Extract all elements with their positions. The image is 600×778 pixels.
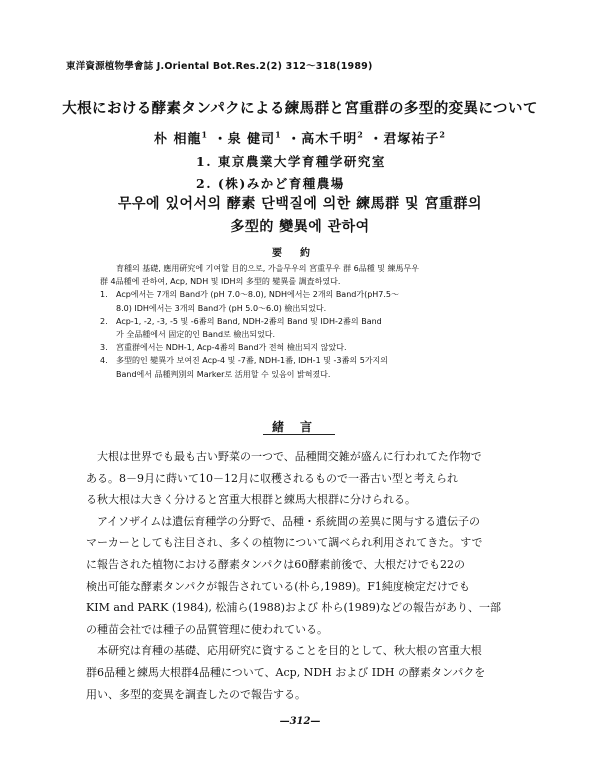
body-line: 大根は世界でも最も古い野菜の一つで、品種間交雑が盛んに行われてた作物で — [97, 450, 482, 463]
item-number: 2. — [100, 316, 108, 326]
summary-item-3 — [100, 341, 520, 354]
body-line: ある。8－9月に蒔いて10－12月に収穫されるもので一番古い型と考えられ — [86, 471, 458, 485]
affiliation-mark: 1 — [275, 129, 282, 140]
summary-heading: 要約 — [272, 248, 328, 259]
body-line: 用い、多型的変異を調査したので報告する。 — [86, 687, 306, 701]
affiliation-mark: 1 — [201, 129, 209, 140]
body-line: 本研究は育種の基礎、応用研究に資することを目的として、秋大根の宮重大根 — [97, 644, 482, 658]
item-line: Acp에서는 7개의 Band가 (pH 7.0～8.0), NDH에서는 2개의 Band가(pH7.5～ — [116, 290, 400, 300]
item-number: 4. — [100, 356, 108, 366]
summary-item-2 — [100, 315, 520, 341]
body-line: の種苗会社では種子の品質管理に使われている。 — [86, 622, 328, 636]
summary-item-1 — [100, 288, 520, 314]
section-underline — [263, 434, 335, 435]
body-line: マーカーとしても注目され、多くの植物について調べられ利用されてきた。すで — [86, 536, 483, 550]
item-number: 1. — [100, 290, 108, 300]
body-line: KIM and PARK (1984), 松浦ら(1988)および 朴ら(1989)などの報告があり、一部 — [86, 601, 502, 615]
summary-intro-line: 育種의 基礎, 應用硏究에 기여할 目的으로, 가을무우의 宮重무우 群 6品種 및 練馬무우 — [116, 264, 419, 273]
body-line: 群6品種と練馬大根群4品種について、Acp, NDH および IDH の酵素タンパクを — [86, 665, 486, 679]
item-line: 8.0) IDH에서는 3개의 Band가 (pH 5.0～6.0) 檢出되었다. — [116, 303, 327, 313]
item-line: 多型的인 變異가 보여진 Acp-4 및 -7番, NDH-1番, IDH-1 및 -3番의 5가지의 — [116, 356, 388, 366]
item-line: Acp-1, -2, -3, -5 및 -6番의 Band, NDH-2番의 Band 및 IDH-2番의 Band — [116, 316, 382, 326]
section-heading: 緒言 — [271, 420, 328, 434]
item-line: 宮重群에서는 NDH-1, Acp-4番의 Band가 전혀 檢出되지 않았다. — [116, 343, 347, 353]
affiliation-mark: 2 — [439, 129, 446, 140]
item-number: 3. — [100, 343, 108, 353]
summary-intro-line: 群 4品種에 관하여, Acp, NDH 및 IDH의 多型的 變異를 調査하였다. — [100, 277, 341, 287]
item-line: Band에서 品種判別의 Marker로 活用할 수 있음이 밝혀졌다. — [116, 369, 331, 379]
author-name: ・泉 健司 — [213, 132, 276, 147]
introduction-body — [86, 446, 534, 705]
body-line: る秋大根は大きく分けると宮重大根群と練馬大根群に分けられる。 — [86, 493, 416, 507]
affiliation-mark: 2 — [357, 129, 364, 140]
affiliation-1: 1. 東京農業大学育種学研究室 — [196, 154, 386, 169]
japanese-title: 大根における酵素タンパクによる練馬群と宮重群の多型的変異について — [62, 100, 538, 117]
body-line: 検出可能な酵素タンパクが報告されている(朴ら,1989)。F1純度検定だけでも — [86, 579, 470, 593]
item-line: 가 全品種에서 固定的인 Band로 檢出되었다. — [116, 330, 276, 340]
author-name: ・君塚祐子 — [369, 132, 440, 147]
author-name: 朴 相龍 — [154, 132, 202, 147]
korean-title-line-1: 무우에 있어서의 酵素 단백질에 의한 練馬群 및 宮重群의 — [118, 196, 482, 212]
korean-title-line-2: 多型的 變異에 관하여 — [230, 219, 370, 235]
summary-block — [100, 262, 520, 381]
affiliation-2: 2. (株)みかど育種農場 — [196, 176, 345, 191]
summary-item-4 — [100, 354, 520, 380]
journal-header: 東洋資源植物學會誌 J.Oriental Bot.Res.2(2) 312～318(1989) — [66, 61, 373, 72]
author-name: ・高木千明 — [287, 132, 358, 147]
body-line: アイソザイムは遺伝育種学の分野で、品種・系統間の差異に関与する遺伝子の — [97, 514, 481, 528]
body-line: に報告された植物における酵素タンパクは60酵素前後で、大根だけでも22の — [86, 557, 466, 571]
author-line — [0, 128, 600, 147]
page-number: —312— — [279, 716, 321, 727]
